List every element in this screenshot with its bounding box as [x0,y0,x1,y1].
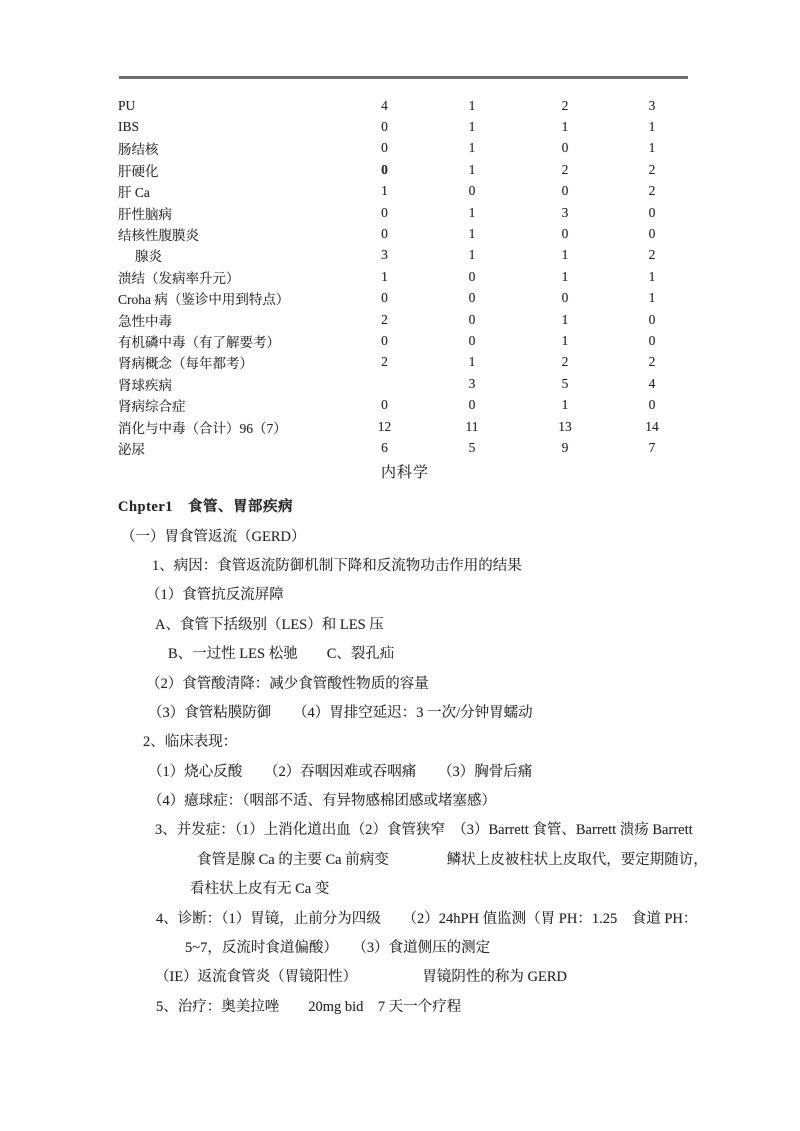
table-cell: 2 [648,247,656,263]
body-line: 食管是腺 Ca 的主要 Ca 前病变 鳞状上皮被柱状上皮取代，要定期随访， [197,851,708,868]
table-cell: 0 [468,268,476,284]
table-row [118,352,698,373]
table-row-label: 肠结核 [118,142,159,158]
table-cell: 0 [561,226,569,242]
table-row [118,437,698,458]
body-line: 5、治疗：奥美拉唑 20mg bid 7 天一个疗程 [156,998,462,1015]
table-cell: 2 [381,354,388,370]
table-row [118,288,698,309]
body-line: 看柱状上皮有无 Ca 变 [190,881,330,898]
table-cell: 3 [468,375,476,391]
table-cell: 0 [468,311,476,327]
table-cell: 1 [561,311,569,327]
table-row [118,330,698,351]
table-cell: 0 [648,311,656,327]
table-cell: 2 [648,354,656,370]
table-row [118,181,698,202]
body-line: B、一过性 LES 松驰 C、裂孔疝 [168,646,395,663]
body-line: 3、并发症：（1）上消化道出血（2）食管狭窄 （3）Barrett 食管、Barrett 溃疡 Barrett [155,822,693,839]
table-row-label: 肝 Ca [118,185,150,201]
table-row-label: 有机磷中毒（有了解要考） [118,334,280,350]
table-row-label: 溃结（发病率升元） [118,270,240,286]
table-cell: 0 [648,226,656,242]
table-cell: 3 [561,204,569,220]
table-cell: 1 [648,140,656,156]
table-cell: 4 [648,375,656,391]
table-cell: 4 [381,97,388,113]
table-cell: 2 [561,354,569,370]
table-row-label: 泌尿 [118,441,145,457]
table-row [118,138,698,159]
table-cell: 1 [381,268,388,284]
table-cell: 1 [648,119,656,135]
table-cell: 0 [381,119,388,135]
table-cell: 12 [377,418,392,434]
table-cell: 2 [648,161,656,177]
table-cell: 3 [381,247,388,263]
table-cell: 1 [561,247,569,263]
table-cell: 1 [468,226,476,242]
table-cell: 0 [381,226,388,242]
table-cell: 0 [381,204,388,220]
table-cell: 7 [648,439,656,455]
table-cell: 0 [648,204,656,220]
body-line: （2）食管酸清降：减少食管酸性物质的容量 [146,675,429,692]
table-cell: 1 [468,97,476,113]
table-cell: 1 [468,247,476,263]
table-cell: 14 [645,418,659,434]
body-line: 4、诊断：（1）胃镜，止前分为四级 （2）24hPH 值监测（胃 PH：1.25 食道 PH： [156,910,698,927]
table-row-label: 急性中毒 [118,313,172,329]
body-line: 5~7，反流时食道偏酸） （3）食道侧压的测定 [185,940,491,957]
table-cell: 1 [561,332,569,348]
table-cell: 2 [648,183,656,199]
table-cell: 0 [561,140,569,156]
body-line: （3）食管粘膜防御 （4）胃排空延迟：3 一次/分钟胃蠕动 [148,704,533,721]
table-row-label: 结核性腹膜炎 [118,228,199,244]
table-row-label: 腺炎 [135,249,162,265]
table-row-label: 肝性脑病 [118,206,172,222]
table-cell: 1 [381,183,388,199]
table-cell: 1 [468,161,476,177]
table-cell: 0 [381,332,388,348]
table-cell: 2 [561,97,569,113]
table-cell: 2 [561,161,569,177]
table-row [118,416,698,437]
body-line: 1、病因：食管返流防御机制下降和反流物功击作用的结果 [152,557,522,574]
table-cell: 9 [561,439,569,455]
table-row [118,266,698,287]
table-cell: 0 [381,140,388,156]
table-cell: 6 [381,439,388,455]
table-row-label: 肾病综合症 [118,399,186,415]
chapter-heading: Chpter1 食管、胃部疾病 [118,499,294,516]
body-line: A、食管下括级别（LES）和 LES 压 [155,616,384,633]
table-cell: 1 [468,204,476,220]
table-cell: 5 [561,375,569,391]
table-cell: 0 [468,290,476,306]
table-row-label: 消化与中毒（合计）96（7） [118,420,287,436]
table-cell: 0 [468,332,476,348]
table-row [118,223,698,244]
body-line: （1）食管抗反流屏障 [146,587,284,604]
body-line: （4）癔球症：（咽部不适、有异物感棉团感或堵塞感） [148,793,496,810]
table-row [118,202,698,223]
table-cell: 0 [648,332,656,348]
table-cell: 1 [561,268,569,284]
table-top-rule [119,76,688,79]
table-cell: 11 [465,418,479,434]
table-row [118,159,698,180]
table-row-label: Croha 病（鉴诊中用到特点） [118,292,290,308]
table-row-label: 肾球疾病 [118,377,172,393]
table-cell: 0 [381,290,388,306]
table-row [118,245,698,266]
table-cell: 0 [648,397,656,413]
section-heading: 内科学 [380,465,429,481]
table-row-label: 肝硬化 [118,163,159,179]
table-cell: 5 [468,439,476,455]
body-line: （1）烧心反酸 （2）吞咽因难或吞咽痛 （3）胸骨后痛 [148,763,533,780]
table-cell: 3 [648,97,656,113]
table-cell: 1 [648,290,656,306]
table-cell: 0 [468,397,476,413]
body-line: （IE）返流食管炎（胃镜阳性） 胃镜阴性的称为 GERD [155,969,568,986]
body-line: （一）胃食管返流（GERD） [121,528,306,545]
table-cell: 1 [468,354,476,370]
table-cell: 0 [561,183,569,199]
table-cell: 1 [561,119,569,135]
table-row [118,373,698,394]
table-row-label: 肾病概念（每年都考） [118,356,253,372]
table-cell: 0 [381,161,388,177]
statistics-table [118,95,698,459]
table-cell: 13 [558,418,572,434]
body-line: 2、临床表现： [143,734,238,751]
table-cell: 2 [381,311,388,327]
table-cell: 0 [561,290,569,306]
table-cell: 0 [381,397,388,413]
body-text [0,491,800,1020]
table-cell: 0 [468,183,476,199]
table-row [118,116,698,137]
table-row [118,309,698,330]
table-row [118,394,698,415]
table-row [118,95,698,116]
table-cell: 1 [468,119,476,135]
table-cell: 1 [468,140,476,156]
table-cell: 1 [561,397,569,413]
table-row-label: IBS [118,119,140,135]
table-row-label: PU [118,97,136,113]
table-cell: 1 [648,268,656,284]
